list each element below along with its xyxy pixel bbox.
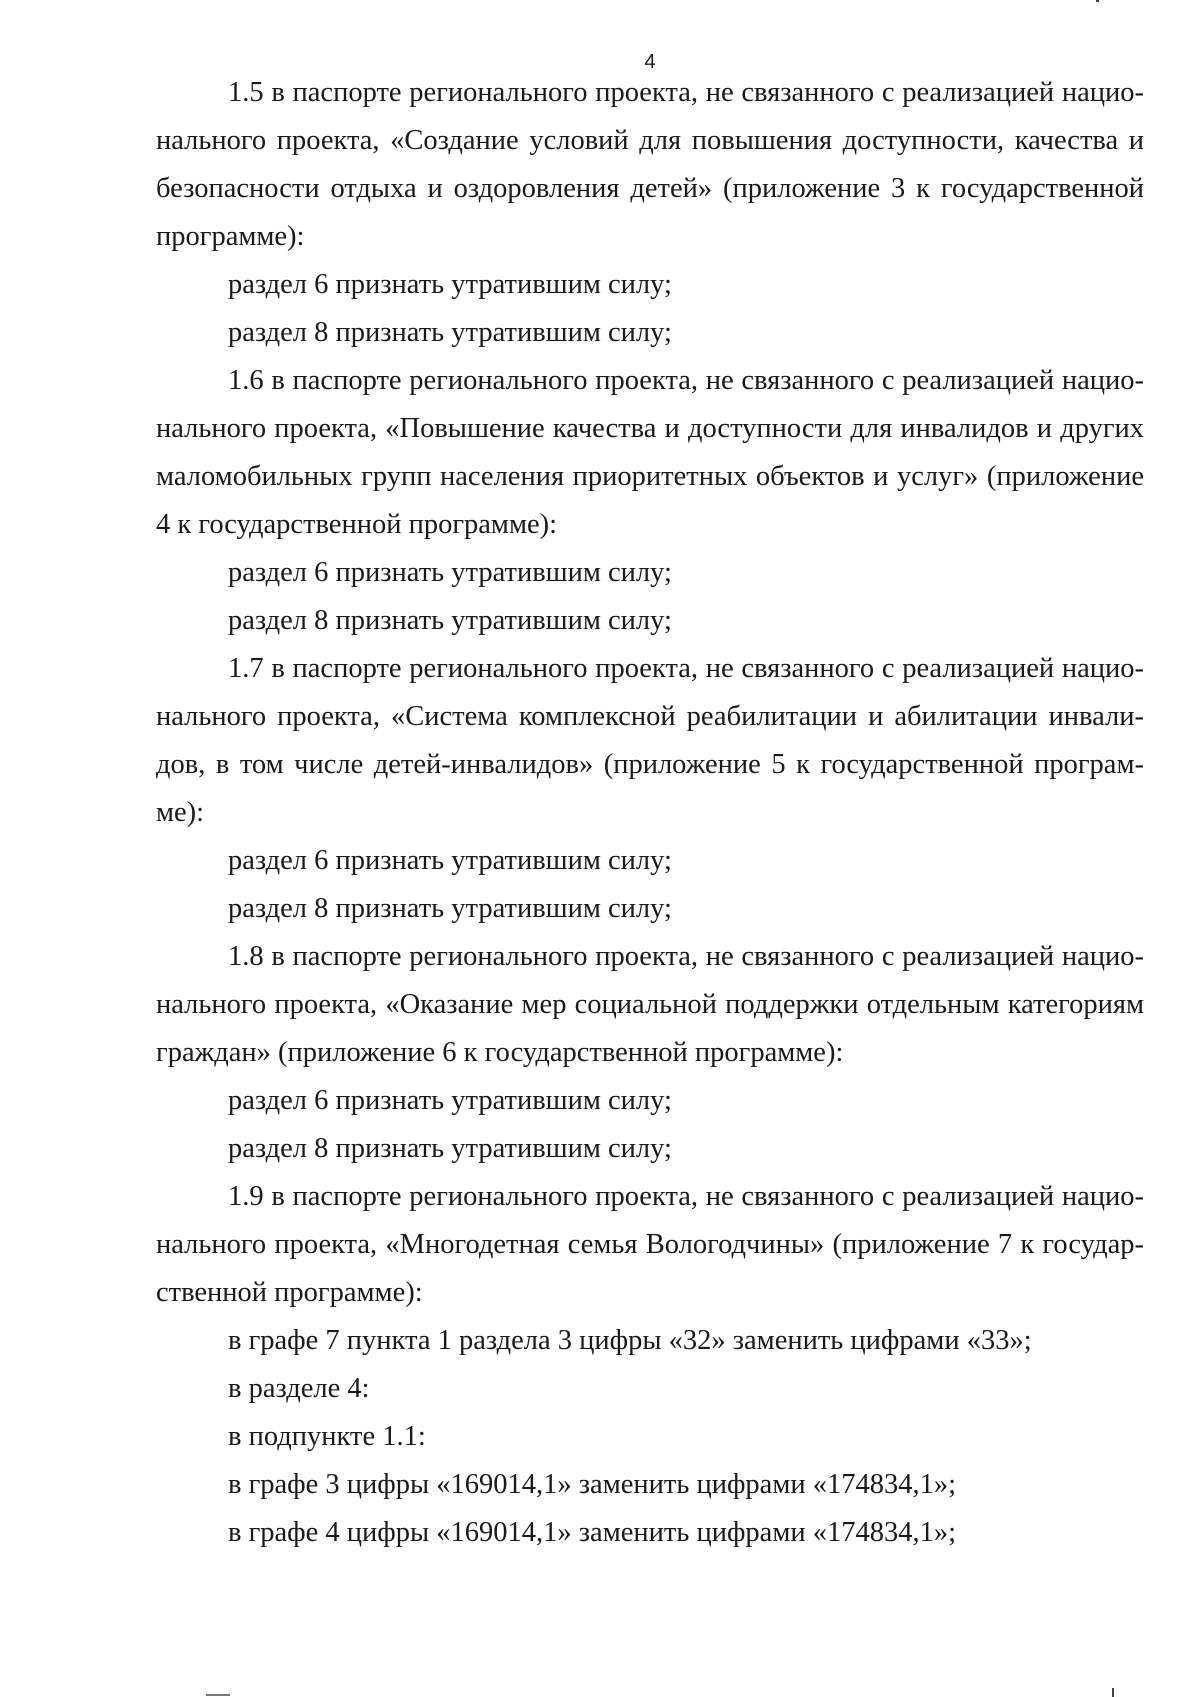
text-line: раздел 8 признать утратившим силу; (228, 1133, 672, 1164)
text-line: ственной программе): (156, 1277, 423, 1308)
text-line: раздел 8 признать утратившим силу; (228, 893, 672, 924)
text-line: раздел 8 признать утратившим силу; (228, 605, 672, 636)
text-line: 1.9 в паспорте регионального проекта, не связанного с реализацией нацио- (228, 1181, 1144, 1212)
text-line: дов, в том числе детей-инвалидов» (приложение 5 к государственной програм- (156, 749, 1144, 780)
paragraph-p1-9 (156, 1173, 1144, 1317)
text-line: 4 к государственной программе): (156, 509, 558, 540)
paragraph-p1-6-a (156, 549, 1144, 597)
text-line: в разделе 4: (228, 1373, 370, 1404)
text-line: 1.7 в паспорте регионального проекта, не связанного с реализацией нацио- (228, 653, 1144, 684)
paragraph-p1-5 (156, 69, 1144, 261)
text-line: нального проекта, «Создание условий для повышения доступности, качества и (156, 125, 1145, 156)
scan-speck (1112, 1688, 1114, 1697)
paragraph-p1-9-a (156, 1317, 1144, 1365)
text-line: нального проекта, «Многодетная семья Вологодчины» (приложение 7 к государ- (156, 1229, 1144, 1260)
paragraph-p1-9-b (156, 1365, 1144, 1413)
paragraph-p1-5-a (156, 261, 1144, 309)
paragraph-p1-9-d (156, 1461, 1144, 1509)
text-line: 1.6 в паспорте регионального проекта, не связанного с реализацией нацио- (228, 365, 1144, 396)
text-line: нального проекта, «Оказание мер социальной поддержки отдельным категориям (156, 989, 1145, 1020)
paragraph-p1-9-c (156, 1413, 1144, 1461)
text-line: раздел 6 признать утратившим силу; (228, 1085, 672, 1116)
text-line: 1.5 в паспорте регионального проекта, не связанного с реализацией нацио- (228, 77, 1144, 108)
text-line: программе): (156, 221, 305, 252)
text-line: граждан» (приложение 6 к государственной программе): (156, 1037, 844, 1068)
paragraph-p1-8 (156, 933, 1144, 1077)
text-line: безопасности отдыха и оздоровления детей» (приложение 3 к государственной (156, 173, 1145, 204)
paragraph-p1-7-a (156, 837, 1144, 885)
text-line: нального проекта, «Система комплексной реабилитации и абилитации инвали- (156, 701, 1144, 732)
text-line: в графе 4 цифры «169014,1» заменить цифрами «174834,1»; (228, 1517, 957, 1548)
text-line: нального проекта, «Повышение качества и доступности для инвалидов и других (156, 413, 1145, 444)
paragraph-p1-7 (156, 645, 1144, 837)
paragraph-p1-8-b (156, 1125, 1144, 1173)
text-line: ме): (156, 797, 205, 828)
text-line: 1.8 в паспорте регионального проекта, не связанного с реализацией нацио- (228, 941, 1144, 972)
scan-speck (206, 1694, 230, 1696)
paragraph-p1-6-b (156, 597, 1144, 645)
paragraph-p1-9-e (156, 1509, 1144, 1557)
text-line: раздел 8 признать утратившим силу; (228, 317, 672, 348)
paragraph-p1-5-b (156, 309, 1144, 357)
scan-speck (1096, 0, 1099, 2)
paragraph-p1-6 (156, 357, 1144, 549)
text-line: в графе 3 цифры «169014,1» заменить цифрами «174834,1»; (228, 1469, 957, 1500)
text-line: в графе 7 пункта 1 раздела 3 цифры «32» заменить цифрами «33»; (228, 1325, 1032, 1356)
paragraph-p1-8-a (156, 1077, 1144, 1125)
document-body (156, 69, 1144, 1557)
text-line: раздел 6 признать утратившим силу; (228, 269, 672, 300)
page-number: 4 (644, 51, 656, 73)
text-line: в подпункте 1.1: (228, 1421, 426, 1452)
text-line: маломобильных групп населения приоритетных объектов и услуг» (приложение (156, 461, 1144, 492)
paragraph-p1-7-b (156, 885, 1144, 933)
text-line: раздел 6 признать утратившим силу; (228, 557, 672, 588)
text-line: раздел 6 признать утратившим силу; (228, 845, 672, 876)
